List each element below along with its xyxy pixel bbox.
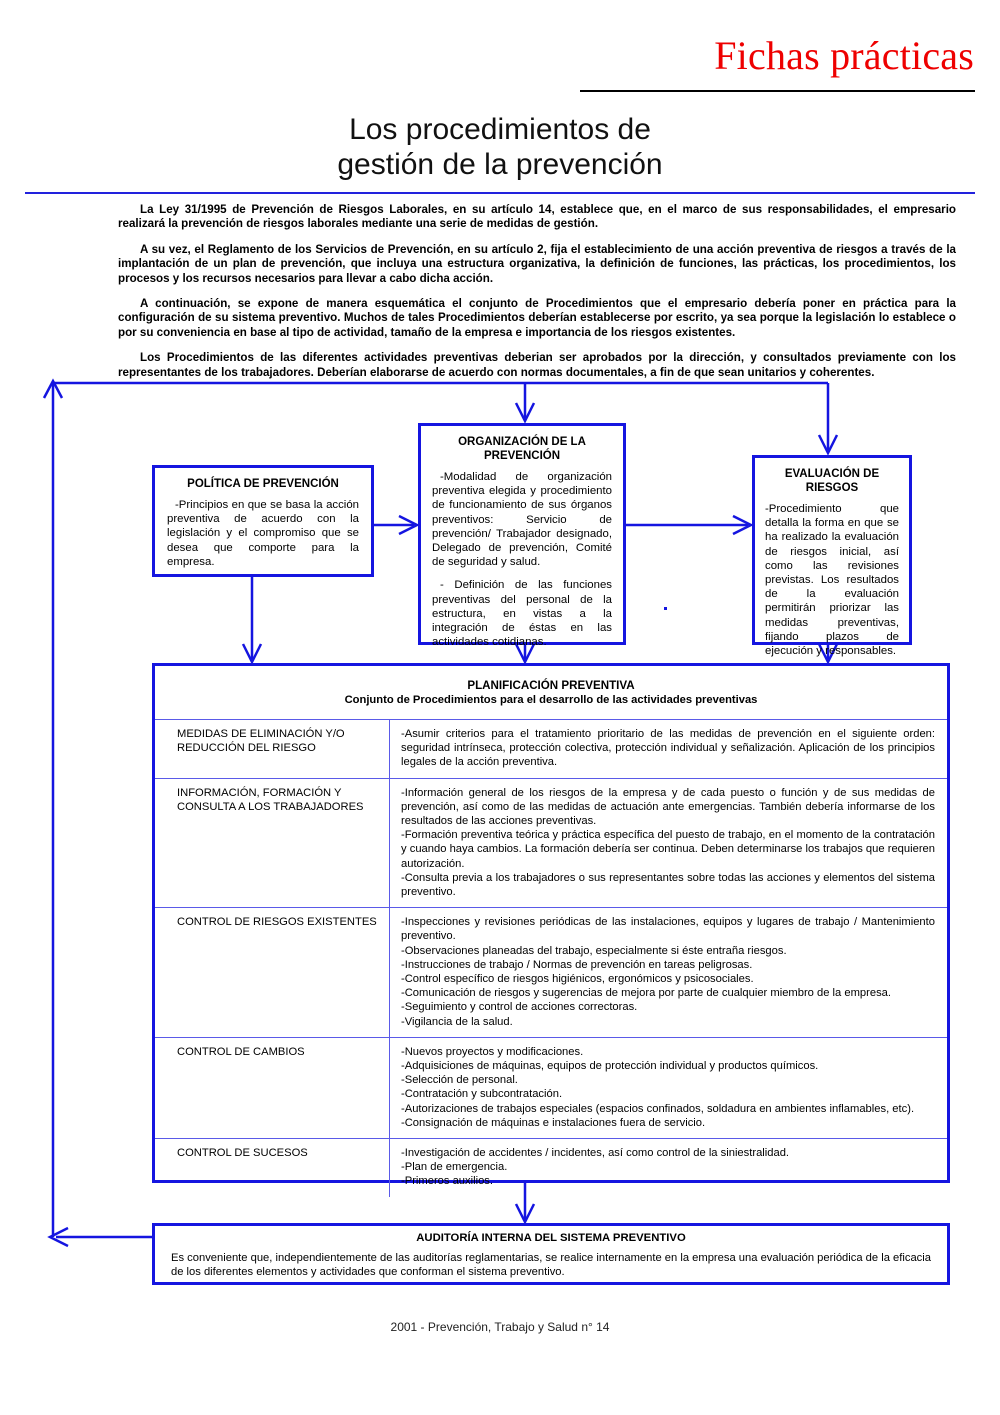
- node-organizacion-title-line2: PREVENCIÓN: [483, 450, 561, 462]
- planificacion-category-cell: CONTROL DE RIESGOS EXISTENTES: [155, 908, 390, 1038]
- planificacion-title: PLANIFICACIÓN PREVENTIVA: [467, 679, 635, 692]
- planificacion-detail-item: -Instrucciones de trabajo / Normas de prevención en tareas peligrosas.: [401, 958, 753, 971]
- planificacion-detail-item: -Contratación y subcontratación.: [401, 1088, 563, 1101]
- page-title-line1: Los procedimientos de: [349, 113, 651, 146]
- node-politica-body: [167, 498, 359, 569]
- node-auditoria-interna: [152, 1223, 950, 1285]
- table-row: [155, 908, 947, 1038]
- node-evaluacion-title: [765, 467, 899, 495]
- planificacion-category-cell: MEDIDAS DE ELIMINACIÓN Y/O REDUCCIÓN DEL RIESGO: [155, 720, 390, 778]
- intro-paragraph-1: La Ley 31/1995 de Prevención de Riesgos Laborales, en su artículo 14, establece que, en el marco de sus responsabilidades, el empresario realizará la prevención de riesgos laborales mediante una serie de medidas de gestión.: [118, 203, 956, 231]
- planificacion-detail-cell: [390, 720, 948, 778]
- kicker-text: Fichas prácticas: [714, 33, 974, 78]
- planificacion-detail-item: -Investigación de accidentes / incidentes, así como control de la siniestralidad.: [401, 1147, 790, 1160]
- node-politica-body-p1: -Principios en que se basa la acción preventiva de acuerdo con la legislación y el compromiso que se desea que comporte para la empresa.: [167, 499, 359, 568]
- node-evaluacion-title-line2: RIESGOS: [805, 482, 859, 494]
- planificacion-detail-item: -Comunicación de riesgos y sugerencias de mejora por parte de cualquier miembro de la empresa.: [401, 987, 892, 1000]
- planificacion-table: [155, 720, 947, 1197]
- planificacion-detail-item: -Seguimiento y control de acciones correctoras.: [401, 1001, 638, 1014]
- node-politica-de-prevencion: [152, 465, 374, 577]
- planificacion-detail-item: -Asumir criterios para el tratamiento prioritario de las medidas de prevención en el siguiente orden: seguridad intrínseca, protección colectiva, protección individual y señalización. Aplicación de los principios legales de la acción preventiva.: [401, 728, 935, 769]
- node-organizacion-title: [432, 435, 612, 463]
- planificacion-detail-item: -Nuevos proyectos y modificaciones.: [401, 1045, 584, 1058]
- node-evaluacion-body: [765, 502, 899, 658]
- node-planificacion-preventiva: [152, 663, 950, 1188]
- page-footer: 2001 - Prevención, Trabajo y Salud n° 14: [390, 1320, 610, 1334]
- node-organizacion-de-la-prevencion: [418, 423, 626, 649]
- planificacion-detail-item: -Vigilancia de la salud.: [401, 1015, 513, 1028]
- table-row: [155, 778, 947, 908]
- planificacion-detail-item: -Consulta previa a los trabajadores o sus representantes sobre todas las acciones y elementos del sistema preventivo.: [401, 871, 935, 899]
- stray-dot-mark: [664, 607, 667, 610]
- planificacion-table-body: [155, 720, 947, 1197]
- planificacion-category-cell: INFORMACIÓN, FORMACIÓN Y CONSULTA A LOS TRABAJADORES: [155, 778, 390, 908]
- planificacion-category-cell: CONTROL DE CAMBIOS: [155, 1037, 390, 1138]
- intro-paragraph-2: A su vez, el Reglamento de los Servicios de Prevención, en su artículo 2, fija el establecimiento de una acción preventiva de riesgos a través de la implantación de un plan de prevención, que incluya una estructura organizativa, la definición de funciones, las prácticas, los procedimientos, los procesos y los recursos necesarios para llevar a cabo dicha acción.: [118, 242, 956, 285]
- planificacion-subtitle: Conjunto de Procedimientos para el desarrollo de las actividades preventivas: [344, 694, 758, 706]
- page-title-line2: gestión de la prevención: [337, 148, 663, 181]
- planificacion-detail-cell: [390, 778, 948, 908]
- planificacion-detail-cell: [390, 1139, 948, 1197]
- planificacion-category-cell: CONTROL DE SUCESOS: [155, 1139, 390, 1197]
- node-evaluacion-de-riesgos: [752, 455, 912, 658]
- planificacion-detail-cell: [390, 908, 948, 1038]
- planificacion-detail-item: -Plan de emergencia.: [401, 1161, 508, 1174]
- planificacion-detail-item: -Información general de los riesgos de la empresa y de cada puesto o función y de sus medidas de prevención, así como de las medidas de actuación ante emergencias. También debería informarse de los resultados de las acciones preventivas.: [401, 786, 935, 828]
- planificacion-detail-item: -Primeros auxilios.: [401, 1175, 494, 1188]
- table-row: [155, 1037, 947, 1138]
- planificacion-detail-cell: [390, 1037, 948, 1138]
- node-organizacion-body-p2: - Definición de las funciones preventivas del personal de la estructura, en vistas a la integración de éstas en las actividades cotidianas.: [432, 579, 612, 649]
- node-evaluacion-title-line1: EVALUACIÓN DE: [784, 468, 880, 480]
- node-organizacion-body-p1: -Modalidad de organización preventiva elegida y procedimiento de funcionamiento de sus órganos preventivos: Servicio de prevención/ Trabajador designado, Delegado de prevención, Comité de seguridad y salud.: [432, 471, 612, 569]
- auditoria-title: AUDITORÍA INTERNA DEL SISTEMA PREVENTIVO: [416, 1232, 686, 1244]
- planificacion-detail-item: -Formación preventiva teórica y práctica específica del puesto de trabajo, en el momento de la contratación y cuando haya cambios. La formación debería ser continua. Deben determinarse los trabajos que requieren autorización.: [401, 829, 935, 870]
- node-politica-title: POLÍTICA DE PREVENCIÓN: [187, 478, 339, 490]
- node-evaluacion-body-p1: -Procedimiento que detalla la forma en que se ha realizado la evaluación de riesgos inicial, así como las revisiones previstas. Los resultados de la evaluación permitirán priorizar las medidas preventivas, fijando plazos de ejecución y responsables.: [765, 503, 899, 658]
- planificacion-detail-item: -Consignación de máquinas e instalaciones fuera de servicio.: [401, 1116, 706, 1129]
- table-row: [155, 1139, 947, 1197]
- planificacion-header: [155, 666, 947, 720]
- planificacion-detail-item: -Control específico de riesgos higiénicos, ergonómicos y psicosociales.: [401, 973, 754, 986]
- planificacion-detail-item: -Adquisiciones de máquinas, equipos de protección individual y productos químicos.: [401, 1060, 819, 1073]
- table-row: [155, 720, 947, 778]
- planificacion-detail-item: -Selección de personal.: [401, 1074, 518, 1087]
- node-organizacion-title-line1: ORGANIZACIÓN DE LA: [458, 436, 586, 448]
- intro-paragraph-4: Los Procedimientos de las diferentes actividades preventivas deberian ser aprobados por la dirección, y consultados previamente con los representantes de los trabajadores. Deberían elaborarse de acuerdo con normas documentales, a fin de que sean unitarios y coherentes.: [118, 351, 956, 379]
- intro-paragraph-3: A continuación, se expone de manera esquemática el conjunto de Procedimientos que el empresario debería poner en práctica para la configuración de su sistema preventivo. Muchos de tales Procedimientos deberían establecerse por escrito, ya sea porque la legislación lo establece o por su conveniencia en base al tipo de actividad, tamaño de la empresa e importancia de los riesgos existentes.: [118, 297, 956, 339]
- node-organizacion-body: [432, 470, 612, 649]
- planificacion-detail-item: -Inspecciones y revisiones periódicas de las instalaciones, equipos y lugares de trabajo / Mantenimiento preventivo.: [401, 916, 935, 943]
- planificacion-detail-item: -Autorizaciones de trabajos especiales (espacios confinados, soldadura en ambientes inflamables, etc).: [401, 1102, 915, 1115]
- planificacion-detail-item: -Observaciones planeadas del trabajo, especialmente si éste entraña riesgos.: [401, 944, 787, 957]
- auditoria-body: Es conveniente que, independientemente de las auditorías reglamentarias, se realice internamente en la empresa una evaluación periódica de la eficacia de los diferentes elementos y actividades que conforman el sistema preventivo.: [171, 1252, 931, 1279]
